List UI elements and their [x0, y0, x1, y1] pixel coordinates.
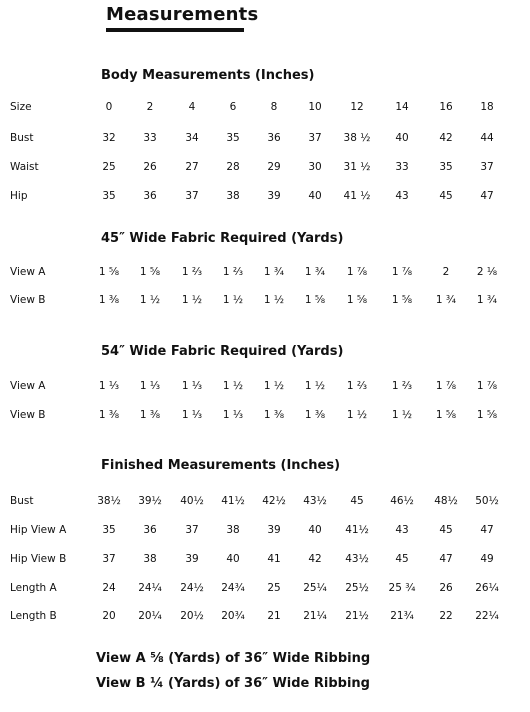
table-cell: 1 ⅜	[98, 294, 120, 306]
table-cell: 35	[102, 524, 116, 536]
table-cell: 39	[267, 190, 281, 202]
table-cell: 20¾	[221, 610, 245, 622]
table-cell: 49	[480, 553, 494, 565]
table-cell: 1 ½	[263, 380, 285, 392]
table-row	[0, 580, 530, 596]
table-cell: 38	[226, 524, 240, 536]
table-cell: 45	[395, 553, 409, 565]
table-cell: 38½	[97, 495, 121, 507]
table-cell: 25	[102, 161, 116, 173]
table-cell: 27	[185, 161, 199, 173]
table-cell: 39	[185, 553, 199, 565]
row-label: Size	[10, 101, 32, 113]
table-cell: 1 ¾	[476, 294, 498, 306]
table-cell: 21¾	[390, 610, 414, 622]
table-cell: 42½	[262, 495, 286, 507]
table-cell: 46½	[390, 495, 414, 507]
table-cell: 38 ½	[343, 132, 371, 144]
table-cell: 2	[442, 266, 450, 278]
ribbing-note: View A ⅝ (Yards) of 36″ Wide Ribbing	[96, 651, 371, 666]
table-cell: 25	[267, 582, 281, 594]
table-cell: 40	[395, 132, 409, 144]
row-label: View A	[10, 380, 46, 392]
table-cell: 0	[105, 101, 113, 113]
table-cell: 6	[229, 101, 237, 113]
table-cell: 1 ⅝	[476, 409, 498, 421]
table-cell: 22¼	[475, 610, 499, 622]
table-cell: 1 ½	[222, 380, 244, 392]
row-label: Bust	[10, 132, 34, 144]
table-cell: 1 ⅜	[263, 409, 285, 421]
table-cell: 8	[270, 101, 278, 113]
row-label: View B	[10, 409, 46, 421]
table-cell: 35	[102, 190, 116, 202]
table-cell: 45	[439, 190, 453, 202]
table-cell: 26	[143, 161, 157, 173]
table-cell: 41½	[345, 524, 369, 536]
row-label: Hip View B	[10, 553, 67, 565]
row-label: Length A	[10, 582, 57, 594]
table-cell: 36	[143, 524, 157, 536]
section-title: Body Measurements (Inches)	[101, 68, 315, 83]
table-row	[0, 407, 530, 423]
table-cell: 43½	[345, 553, 369, 565]
table-cell: 37	[102, 553, 116, 565]
table-cell: 43½	[303, 495, 327, 507]
table-cell: 43	[395, 190, 409, 202]
table-cell: 21½	[345, 610, 369, 622]
table-row	[0, 264, 530, 280]
table-row	[0, 130, 530, 146]
table-cell: 32	[102, 132, 116, 144]
table-cell: 1 ⅜	[139, 409, 161, 421]
table-cell: 1 ⅞	[346, 266, 368, 278]
table-cell: 1 ½	[181, 294, 203, 306]
table-cell: 1 ⅔	[391, 380, 413, 392]
table-cell: 21¼	[303, 610, 327, 622]
table-cell: 24½	[180, 582, 204, 594]
table-cell: 40½	[180, 495, 204, 507]
table-cell: 16	[439, 101, 453, 113]
table-cell: 1 ¾	[304, 266, 326, 278]
table-row	[0, 99, 530, 115]
table-cell: 33	[143, 132, 157, 144]
table-cell: 37	[308, 132, 322, 144]
table-cell: 45	[350, 495, 364, 507]
table-cell: 20	[102, 610, 116, 622]
table-cell: 38	[143, 553, 157, 565]
table-cell: 1 ½	[263, 294, 285, 306]
table-cell: 22	[439, 610, 453, 622]
table-cell: 38	[226, 190, 240, 202]
table-row	[0, 522, 530, 538]
table-cell: 40	[308, 190, 322, 202]
table-cell: 41	[267, 553, 281, 565]
table-cell: 1 ⅝	[391, 294, 413, 306]
table-cell: 39	[267, 524, 281, 536]
table-cell: 1 ½	[222, 294, 244, 306]
table-cell: 31 ½	[343, 161, 371, 173]
ribbing-note: View B ¼ (Yards) of 36″ Wide Ribbing	[96, 676, 370, 691]
table-cell: 36	[143, 190, 157, 202]
table-cell: 2	[146, 101, 154, 113]
table-cell: 25 ¾	[388, 582, 416, 594]
table-cell: 37	[480, 161, 494, 173]
table-cell: 1 ⅝	[139, 266, 161, 278]
table-cell: 1 ⅝	[304, 294, 326, 306]
table-cell: 1 ⅜	[304, 409, 326, 421]
row-label: View A	[10, 266, 46, 278]
table-cell: 29	[267, 161, 281, 173]
table-cell: 44	[480, 132, 494, 144]
table-cell: 1 ¾	[435, 294, 457, 306]
table-cell: 37	[185, 524, 199, 536]
table-cell: 43	[395, 524, 409, 536]
table-cell: 1 ⅝	[346, 294, 368, 306]
table-row	[0, 188, 530, 204]
table-cell: 1 ⅜	[98, 409, 120, 421]
table-cell: 1 ⅞	[476, 380, 498, 392]
table-row	[0, 292, 530, 308]
row-label: View B	[10, 294, 46, 306]
table-cell: 14	[395, 101, 409, 113]
table-cell: 1 ⅝	[435, 409, 457, 421]
table-cell: 1 ⅓	[98, 380, 120, 392]
table-cell: 48½	[434, 495, 458, 507]
table-cell: 2 ⅛	[476, 266, 498, 278]
table-cell: 36	[267, 132, 281, 144]
table-cell: 24	[102, 582, 116, 594]
table-cell: 12	[350, 101, 364, 113]
row-label: Hip	[10, 190, 28, 202]
table-cell: 26	[439, 582, 453, 594]
table-cell: 30	[308, 161, 322, 173]
table-cell: 25¼	[303, 582, 327, 594]
table-cell: 45	[439, 524, 453, 536]
table-cell: 41 ½	[343, 190, 371, 202]
table-cell: 1 ⅓	[181, 409, 203, 421]
table-cell: 33	[395, 161, 409, 173]
table-cell: 20¼	[138, 610, 162, 622]
table-cell: 42	[308, 553, 322, 565]
table-cell: 1 ⅔	[181, 266, 203, 278]
table-cell: 47	[480, 524, 494, 536]
table-cell: 1 ½	[391, 409, 413, 421]
table-cell: 1 ⅝	[98, 266, 120, 278]
table-cell: 37	[185, 190, 199, 202]
table-cell: 21	[267, 610, 281, 622]
table-cell: 1 ½	[139, 294, 161, 306]
table-cell: 42	[439, 132, 453, 144]
table-cell: 24¼	[138, 582, 162, 594]
section-title: 54″ Wide Fabric Required (Yards)	[101, 344, 344, 359]
table-cell: 10	[308, 101, 322, 113]
row-label: Length B	[10, 610, 57, 622]
table-cell: 35	[226, 132, 240, 144]
table-row	[0, 551, 530, 567]
table-cell: 24¾	[221, 582, 245, 594]
table-row	[0, 608, 530, 624]
row-label: Waist	[10, 161, 39, 173]
page-title: Measurements	[106, 4, 259, 25]
table-row	[0, 378, 530, 394]
table-cell: 35	[439, 161, 453, 173]
row-label: Hip View A	[10, 524, 67, 536]
table-cell: 1 ⅓	[139, 380, 161, 392]
table-cell: 1 ⅞	[435, 380, 457, 392]
table-row	[0, 493, 530, 509]
table-cell: 1 ½	[346, 409, 368, 421]
table-cell: 1 ⅞	[391, 266, 413, 278]
table-row	[0, 159, 530, 175]
table-cell: 1 ¾	[263, 266, 285, 278]
table-cell: 18	[480, 101, 494, 113]
title-underline	[106, 28, 244, 32]
table-cell: 40	[308, 524, 322, 536]
table-cell: 34	[185, 132, 199, 144]
row-label: Bust	[10, 495, 34, 507]
table-cell: 41½	[221, 495, 245, 507]
section-title: 45″ Wide Fabric Required (Yards)	[101, 231, 344, 246]
table-cell: 4	[188, 101, 196, 113]
section-title: Finished Measurements (Inches)	[101, 458, 341, 473]
table-cell: 50½	[475, 495, 499, 507]
table-cell: 1 ½	[304, 380, 326, 392]
table-cell: 1 ⅔	[222, 266, 244, 278]
table-cell: 47	[480, 190, 494, 202]
table-cell: 26¼	[475, 582, 499, 594]
table-cell: 1 ⅓	[181, 380, 203, 392]
table-cell: 40	[226, 553, 240, 565]
table-cell: 28	[226, 161, 240, 173]
table-cell: 47	[439, 553, 453, 565]
table-cell: 39½	[138, 495, 162, 507]
table-cell: 20½	[180, 610, 204, 622]
table-cell: 1 ⅓	[222, 409, 244, 421]
table-cell: 1 ⅔	[346, 380, 368, 392]
table-cell: 25½	[345, 582, 369, 594]
